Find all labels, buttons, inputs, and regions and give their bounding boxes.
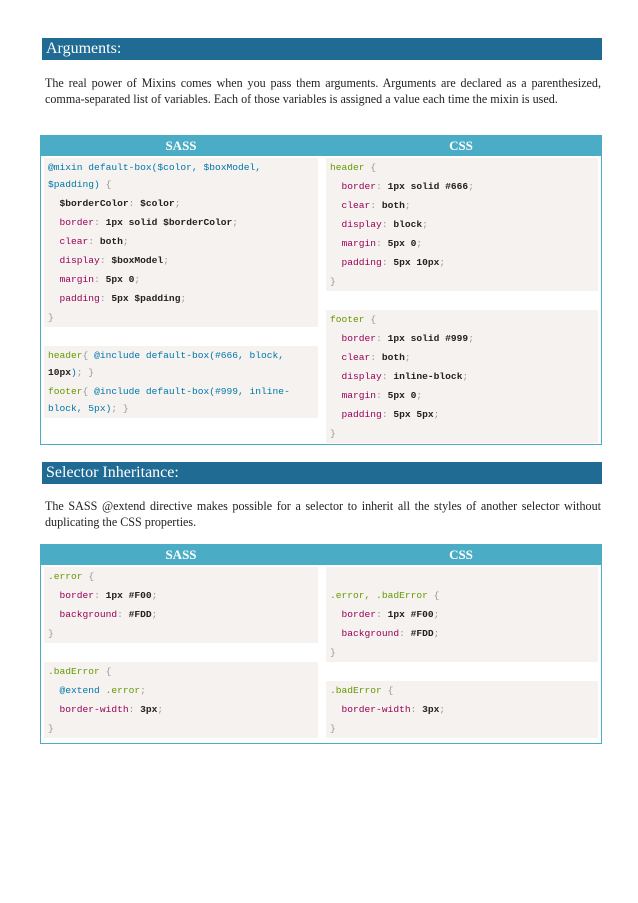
sass-code-block [44, 158, 318, 443]
code-line: $borderColor: $color; [44, 194, 318, 213]
code-line: } [326, 424, 598, 443]
code-line: border-width: 3px; [44, 700, 318, 719]
code-table-header [41, 136, 601, 156]
selector-inheritance-paragraph: The SASS @extend directive makes possible for a selector to inherit all the styles of another selector without duplicating the CSS properties. [45, 499, 601, 529]
section-title-arguments: Arguments: [42, 38, 602, 60]
code-line: padding: 5px 10px; [326, 253, 598, 272]
code-line: footer{ @include default-box(#999, inline-block, 5px); } [44, 382, 318, 418]
code-line: border: 1px solid $borderColor; [44, 213, 318, 232]
code-line: margin: 5px 0; [44, 270, 318, 289]
code-table-header [41, 545, 601, 565]
code-line-blank [44, 643, 318, 662]
code-line-blank [44, 327, 318, 346]
code-line: clear: both; [326, 348, 598, 367]
code-line: padding: 5px $padding; [44, 289, 318, 308]
css-code-block [326, 567, 598, 738]
code-line: .badError { [326, 681, 598, 700]
code-line: border: 1px solid #999; [326, 329, 598, 348]
code-line: margin: 5px 0; [326, 386, 598, 405]
code-line: } [326, 719, 598, 738]
code-line: } [44, 719, 318, 738]
css-column-header: CSS [449, 547, 473, 562]
code-line: margin: 5px 0; [326, 234, 598, 253]
code-line: display: block; [326, 215, 598, 234]
code-line-blank [326, 291, 598, 310]
section-title-selector-inheritance: Selector Inheritance: [42, 462, 602, 484]
arguments-paragraph: The real power of Mixins comes when you pass them arguments. Arguments are declared as a parenthesized, comma-separated list of variables. Each of those variables is assigned a value each time the mixin is used. [45, 76, 601, 106]
code-line: clear: both; [44, 232, 318, 251]
code-line: header{ @include default-box(#666, block, 10px); } [44, 346, 318, 382]
code-line: .error { [44, 567, 318, 586]
arguments-code-table [40, 135, 602, 445]
code-line: background: #FDD; [326, 624, 598, 643]
code-line: } [44, 624, 318, 643]
sass-column-header: SASS [165, 547, 197, 562]
code-line: @mixin default-box($color, $boxModel, $padding) { [44, 158, 318, 194]
code-line-blank [326, 567, 598, 586]
code-line: @extend .error; [44, 681, 318, 700]
sass-code-block [44, 567, 318, 738]
code-line: padding: 5px 5px; [326, 405, 598, 424]
code-line: border: 1px solid #666; [326, 177, 598, 196]
code-line: header { [326, 158, 598, 177]
code-line: } [44, 308, 318, 327]
code-line: footer { [326, 310, 598, 329]
code-line: background: #FDD; [44, 605, 318, 624]
code-line: display: $boxModel; [44, 251, 318, 270]
code-line: display: inline-block; [326, 367, 598, 386]
code-line: border: 1px #F00; [44, 586, 318, 605]
code-line: .badError { [44, 662, 318, 681]
sass-column-header: SASS [165, 138, 197, 153]
css-column-header: CSS [449, 138, 473, 153]
code-line: } [326, 643, 598, 662]
code-line: .error, .badError { [326, 586, 598, 605]
code-line: border: 1px #F00; [326, 605, 598, 624]
code-line: } [326, 272, 598, 291]
code-line: border-width: 3px; [326, 700, 598, 719]
code-line: clear: both; [326, 196, 598, 215]
code-line-blank [326, 662, 598, 681]
css-code-block [326, 158, 598, 443]
selector-inheritance-code-table [40, 544, 602, 744]
